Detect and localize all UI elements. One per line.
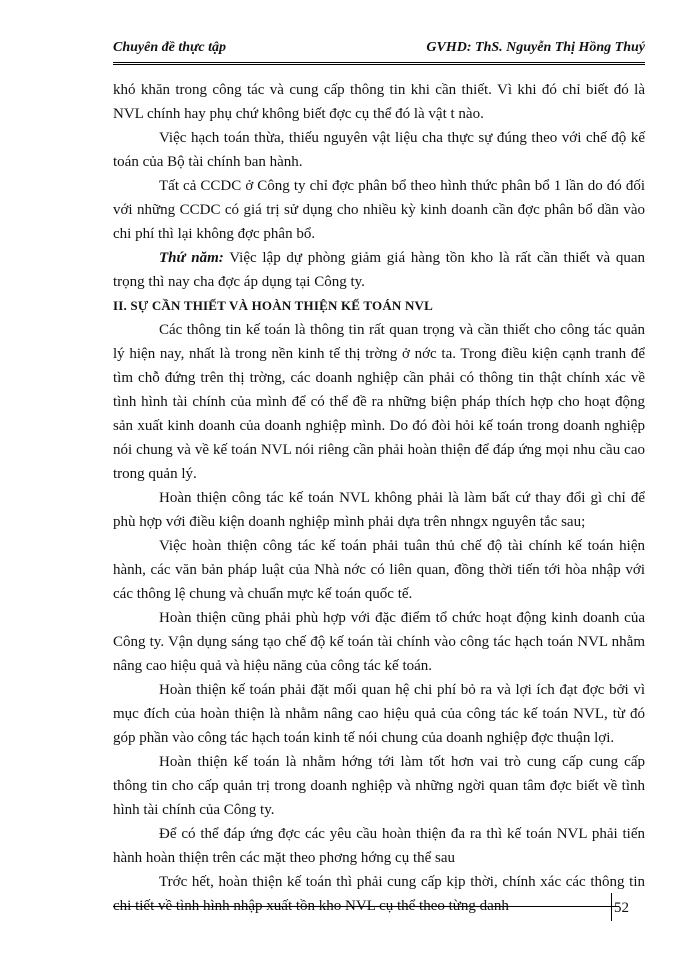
page-header: [113, 40, 645, 60]
paragraph: Hoàn thiện kế toán phải đặt mối quan hệ chi phí bỏ ra và lợi ích đạt đợc bởi vì mục đích của hoàn thiện là nhằm nâng cao hiệu quả của công tác kế toán NVL, từ đó góp phần vào công tác hạch toán kinh tế nói chung của doanh nghiệp đợc thuận lợi.: [113, 682, 645, 746]
paragraph: [113, 246, 645, 294]
footer-rule: [113, 906, 619, 907]
paragraph-lead: Thứ năm:: [159, 250, 224, 266]
paragraph: Việc hoàn thiện công tác kế toán phải tuân thủ chế độ tài chính kế toán hiện hành, các văn bản pháp luật của Nhà nớc có liên quan, đồng thời tiến tới hòa nhập với các thông lệ chung và chuẩn mực kế toán quốc tế.: [113, 538, 645, 602]
paragraph: Để có thể đáp ứng đợc các yêu cầu hoàn thiện đa ra thì kế toán NVL phải tiến hành hoàn thiện trên các mặt theo phơng hớng cụ thể sau: [113, 826, 645, 866]
paragraph: Trớc hết, hoàn thiện kế toán thì phải cung cấp kịp thời, chính xác các thông tin chi tiết về tình hình nhập xuất tồn kho NVL cụ thể theo từng danh: [113, 874, 645, 914]
paragraph-body: Việc lập dự phòng giảm giá hàng tồn kho là rất cần thiết và quan trọng thì nay cha đợc áp dụng tại Công ty.: [113, 250, 646, 290]
body-text: [113, 78, 645, 918]
header-advisor: GVHD: ThS. Nguyễn Thị Hồng Thuý: [426, 40, 645, 55]
header-rule: [113, 62, 645, 65]
page-number: 52: [614, 900, 629, 916]
header-title: Chuyên đề thực tập: [113, 40, 227, 55]
paragraph: Hoàn thiện cũng phải phù hợp với đặc điểm tổ chức hoạt động kinh doanh của Công ty. Vận dụng sáng tạo chế độ kế toán tài chính vào công tác hạch toán NVL nhằm nâng cao hiệu quả và hiệu năng của công tác kế toán.: [113, 610, 645, 674]
paragraph: Việc hạch toán thừa, thiếu nguyên vật liệu cha thực sự đúng theo với chế độ kế toán của Bộ tài chính ban hành.: [113, 130, 645, 170]
footer-corner-rule: [611, 893, 612, 921]
paragraph: khó khăn trong công tác và cung cấp thông tin khi cần thiết. Vì khi đó chỉ biết đó là NVL chính hay phụ chứ không biết đợc cụ thể đó là vật t nào.: [113, 82, 645, 122]
paragraph: Tất cả CCDC ở Công ty chỉ đợc phân bổ theo hình thức phân bổ 1 lần do đó đối với những CCDC có giá trị sử dụng cho nhiều kỳ kinh doanh cần đợc phân bổ dần vào chi phí thì lại không đợc phân bổ.: [113, 178, 645, 242]
section-heading: II. SỰ CẦN THIẾT VÀ HOÀN THIỆN KẾ TOÁN NVL: [113, 298, 433, 313]
paragraph: Hoàn thiện kế toán là nhằm hớng tới làm tốt hơn vai trò cung cấp cung cấp thông tin cho cấp quản trị trong doanh nghiệp và những ngời quan tâm đợc biết về tình hình tài chính của Công ty.: [113, 754, 645, 818]
paragraph: Hoàn thiện công tác kế toán NVL không phải là làm bất cứ thay đổi gì chỉ để phù hợp với điều kiện doanh nghiệp mình phải dựa trên nhngx nguyên tắc sau;: [113, 490, 645, 530]
paragraph: Các thông tin kế toán là thông tin rất quan trọng và cần thiết cho công tác quản lý hiện nay, nhất là trong nền kinh tế thị trờng ở nớc ta. Trong điều kiện cạnh tranh để tìm chỗ đứng trên thị trờng, các doanh nghiệp cần phải có thông tin thật chính xác về tình hình tài chính của mình để có thể đề ra những biện pháp thích hợp cho hoạt động sản xuất kinh doanh của doanh nghiệp mình. Do đó đòi hỏi kế toán trong doanh nghiệp nói chung và về kế toán NVL nói riêng cần phải hoàn thiện để đáp ứng mọi nhu cầu cao trong quản lý.: [113, 322, 645, 482]
